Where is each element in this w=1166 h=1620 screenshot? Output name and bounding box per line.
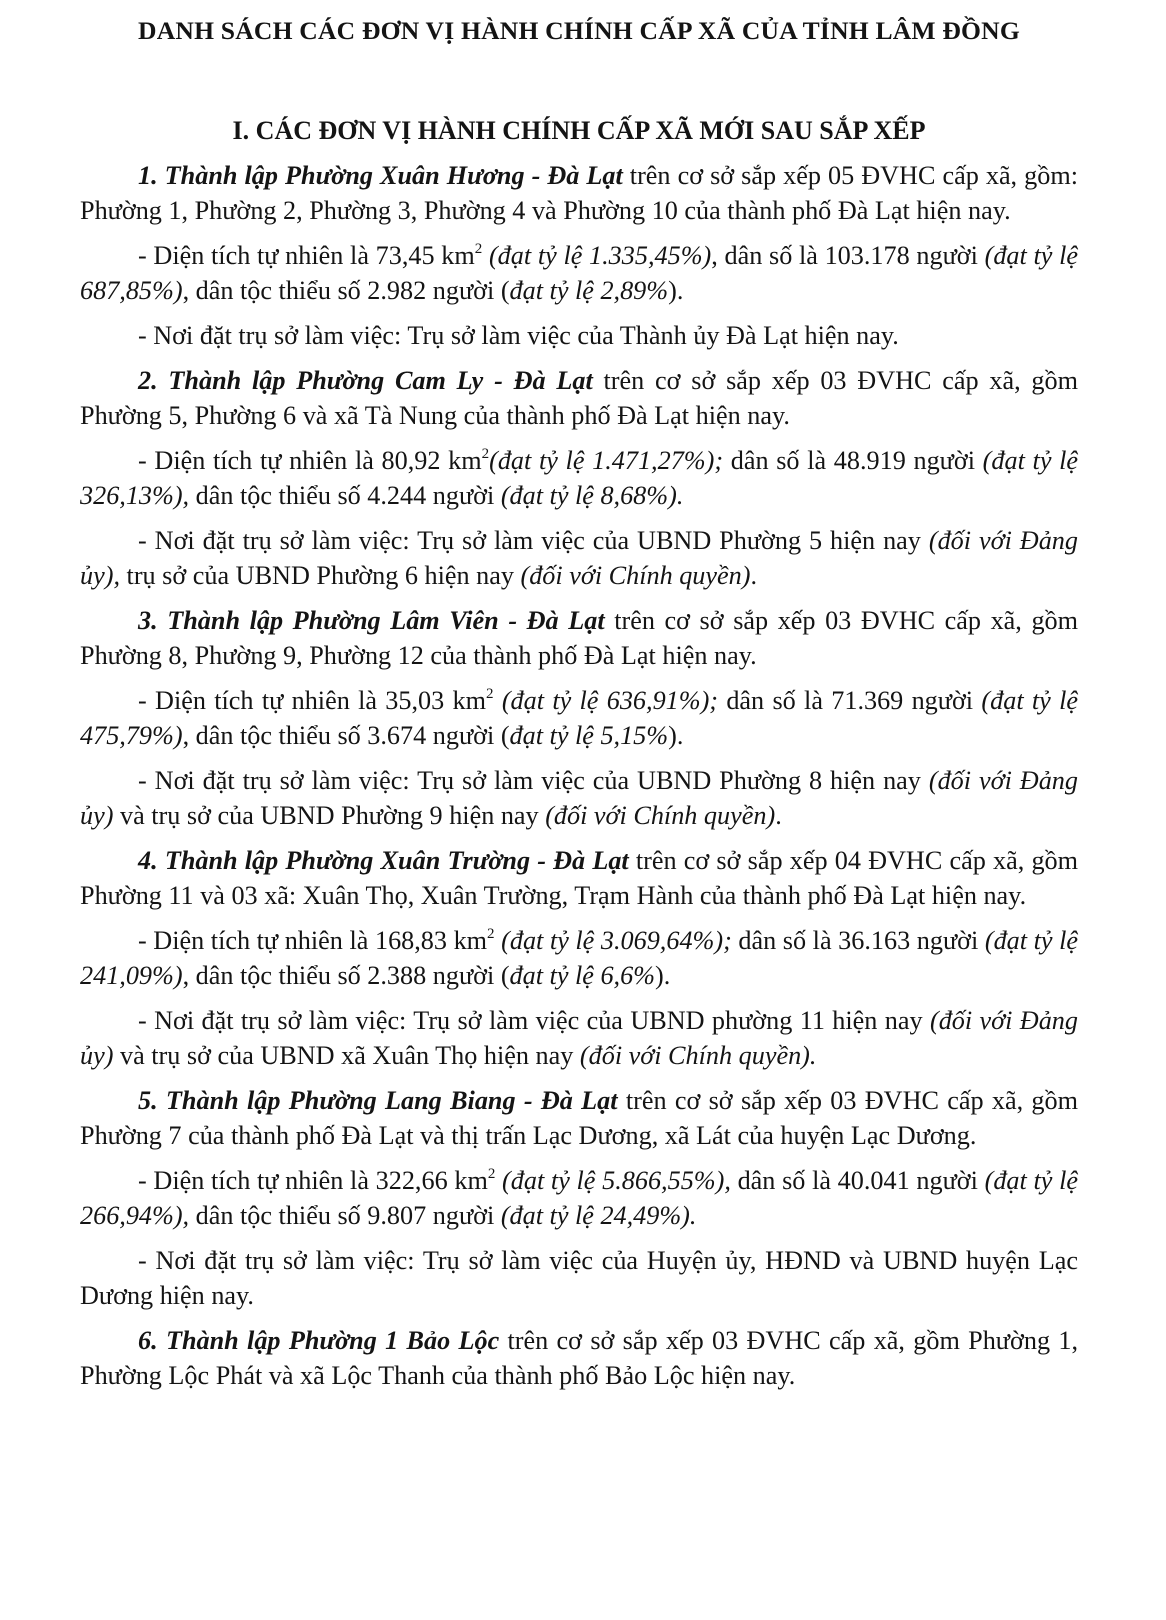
office-text: - Nơi đặt trụ sở làm việc: Trụ sở làm việc của UBND Phường 8 hiện nay — [138, 766, 929, 795]
population-text: dân số là 71.369 người — [718, 686, 982, 715]
item-1-area-paragraph — [80, 238, 1078, 308]
item-4-area-paragraph — [80, 923, 1078, 993]
population-ratio: (đạt tỷ lệ 326,13%), — [80, 446, 1079, 510]
office-text: - Nơi đặt trụ sở làm việc: Trụ sở làm việc của Huyện ủy, HĐND và UBND huyện Lạc Dương hiện nay. — [80, 1246, 1078, 1310]
office-note: (đối với Đảng ủy) — [80, 1006, 1078, 1070]
area-ratio: (đạt tỷ lệ 1.335,45%) — [488, 241, 712, 270]
superscript: 2 — [474, 241, 483, 257]
item-3-office-paragraph — [80, 763, 1078, 833]
population-ratio: (đạt tỷ lệ 475,79%) — [80, 686, 1079, 750]
office-text: trụ sở của UBND Phường 6 hiện nay — [120, 561, 521, 590]
item-5-area-paragraph — [80, 1163, 1078, 1233]
item-2-description: trên cơ sở sắp xếp 03 ĐVHC cấp xã, gồm Phường 5, Phường 6 và xã Tà Nung của thành phố Đà Lạt hiện nay. — [80, 366, 1078, 430]
population-text: dân số là 48.919 người — [723, 446, 983, 475]
item-4-heading: 4. Thành lập Phường Xuân Trường - Đà Lạt — [138, 846, 629, 875]
office-text: - Nơi đặt trụ sở làm việc: Trụ sở làm việc của Thành ủy Đà Lạt hiện nay. — [138, 321, 899, 350]
office-note: (đối với Đảng ủy), — [80, 526, 1078, 590]
ethnic-ratio: đạt tỷ lệ 6,6% — [509, 961, 655, 990]
item-1-description: trên cơ sở sắp xếp 05 ĐVHC cấp xã, gồm: Phường 1, Phường 2, Phường 3, Phường 4 và Phường 10 của thành phố Đà Lạt hiện nay. — [80, 161, 1078, 225]
item-4-description: trên cơ sở sắp xếp 04 ĐVHC cấp xã, gồm Phường 11 và 03 xã: Xuân Thọ, Xuân Trường, Trạm Hành của thành phố Đà Lạt hiện nay. — [80, 846, 1079, 910]
office-note: (đối với Đảng ủy) — [80, 766, 1078, 830]
population-ratio: (đạt tỷ lệ 687,85%) — [80, 241, 1078, 305]
ethnic-ratio: đạt tỷ lệ 2,89% — [509, 276, 669, 305]
ethnic-text-end: ). — [668, 276, 684, 305]
ethnic-text-end: ). — [668, 721, 684, 750]
area-text: - Diện tích tự nhiên là 322,66 km — [138, 1166, 488, 1195]
superscript: 2 — [487, 926, 495, 942]
item-1-heading: 1. Thành lập Phường Xuân Hương - Đà Lạt — [138, 161, 623, 190]
office-text: - Nơi đặt trụ sở làm việc: Trụ sở làm việc của UBND Phường 5 hiện nay — [138, 526, 929, 555]
item-6-heading-paragraph — [80, 1323, 1078, 1393]
item-3-heading-paragraph — [80, 603, 1078, 673]
ethnic-ratio: (đạt tỷ lệ 24,49%). — [500, 1201, 697, 1230]
area-text — [482, 241, 489, 270]
item-2-heading: 2. Thành lập Phường Cam Ly - Đà Lạt — [138, 366, 593, 395]
ethnic-text: , dân tộc thiểu số 2.388 người ( — [182, 961, 510, 990]
area-text: - Diện tích tự nhiên là 80,92 km — [138, 446, 482, 475]
area-text: - Diện tích tự nhiên là 35,03 km — [138, 686, 487, 715]
area-ratio: (đạt tỷ lệ 1.471,27%); — [489, 446, 724, 475]
item-1-office-paragraph — [80, 318, 1078, 353]
office-text: - Nơi đặt trụ sở làm việc: Trụ sở làm việc của UBND phường 11 hiện nay — [138, 1006, 930, 1035]
area-ratio: (đạt tỷ lệ 3.069,64%); — [501, 926, 732, 955]
superscript: 2 — [487, 1166, 496, 1182]
item-2-office-paragraph — [80, 523, 1078, 593]
item-6-heading: 6. Thành lập Phường 1 Bảo Lộc — [138, 1326, 500, 1355]
area-text: - Diện tích tự nhiên là 168,83 km — [138, 926, 488, 955]
ethnic-text: dân tộc thiểu số 9.807 người — [189, 1201, 501, 1230]
item-2-heading-paragraph — [80, 363, 1078, 433]
office-text: và trụ sở của UBND xã Xuân Thọ hiện nay — [113, 1041, 580, 1070]
document-title: DANH SÁCH CÁC ĐƠN VỊ HÀNH CHÍNH CẤP XÃ CỦA TỈNH LÂM ĐỒNG — [138, 16, 1020, 45]
item-5-heading: 5. Thành lập Phường Lang Biang - Đà Lạt — [138, 1086, 618, 1115]
item-6-description: trên cơ sở sắp xếp 03 ĐVHC cấp xã, gồm Phường 1, Phường Lộc Phát và xã Lộc Thanh của thành phố Bảo Lộc hiện nay. — [80, 1326, 1078, 1390]
superscript: 2 — [486, 686, 494, 702]
area-text: - Diện tích tự nhiên là 73,45 km — [138, 241, 475, 270]
section-title: I. CÁC ĐƠN VỊ HÀNH CHÍNH CẤP XÃ MỚI SAU SẮP XẾP — [232, 116, 926, 145]
office-note: (đối với Chính quyền) — [520, 561, 751, 590]
office-text: và trụ sở của UBND Phường 9 hiện nay — [113, 801, 546, 830]
population-ratio: (đạt tỷ lệ 241,09%) — [80, 926, 1079, 990]
item-4-heading-paragraph — [80, 843, 1078, 913]
ethnic-text: , dân tộc thiểu số 3.674 người ( — [182, 721, 510, 750]
item-3-description: trên cơ sở sắp xếp 03 ĐVHC cấp xã, gồm Phường 8, Phường 9, Phường 12 của thành phố Đà Lạt hiện nay. — [80, 606, 1078, 670]
population-ratio: (đạt tỷ lệ 266,94%), — [80, 1166, 1078, 1230]
item-5-description: trên cơ sở sắp xếp 03 ĐVHC cấp xã, gồm Phường 7 của thành phố Đà Lạt và thị trấn Lạc Dương, xã Lát của huyện Lạc Dương. — [80, 1086, 1078, 1150]
office-text-end: . — [750, 561, 758, 590]
ethnic-text: , dân tộc thiểu số 2.982 người ( — [182, 276, 510, 305]
area-text — [494, 686, 502, 715]
item-1-heading-paragraph — [80, 158, 1078, 228]
item-3-area-paragraph — [80, 683, 1078, 753]
area-ratio: (đạt tỷ lệ 5.866,55%), — [502, 1166, 731, 1195]
office-note: (đối với Chính quyền) — [545, 801, 776, 830]
population-text: , dân số là 103.178 người — [711, 241, 985, 270]
superscript: 2 — [481, 446, 490, 462]
area-ratio: (đạt tỷ lệ 636,91%); — [501, 686, 719, 715]
office-note: (đối với Chính quyền). — [579, 1041, 817, 1070]
item-3-heading: 3. Thành lập Phường Lâm Viên - Đà Lạt — [138, 606, 605, 635]
ethnic-text: dân tộc thiểu số 4.244 người — [189, 481, 501, 510]
item-5-office-paragraph — [80, 1243, 1078, 1313]
item-4-office-paragraph — [80, 1003, 1078, 1073]
ethnic-ratio: (đạt tỷ lệ 8,68%). — [500, 481, 684, 510]
ethnic-text-end: ). — [655, 961, 671, 990]
ethnic-ratio: đạt tỷ lệ 5,15% — [509, 721, 669, 750]
item-5-heading-paragraph — [80, 1083, 1078, 1153]
population-text: dân số là 36.163 người — [731, 926, 985, 955]
population-text: dân số là 40.041 người — [730, 1166, 985, 1195]
item-2-area-paragraph — [80, 443, 1078, 513]
office-text-end: . — [775, 801, 782, 830]
